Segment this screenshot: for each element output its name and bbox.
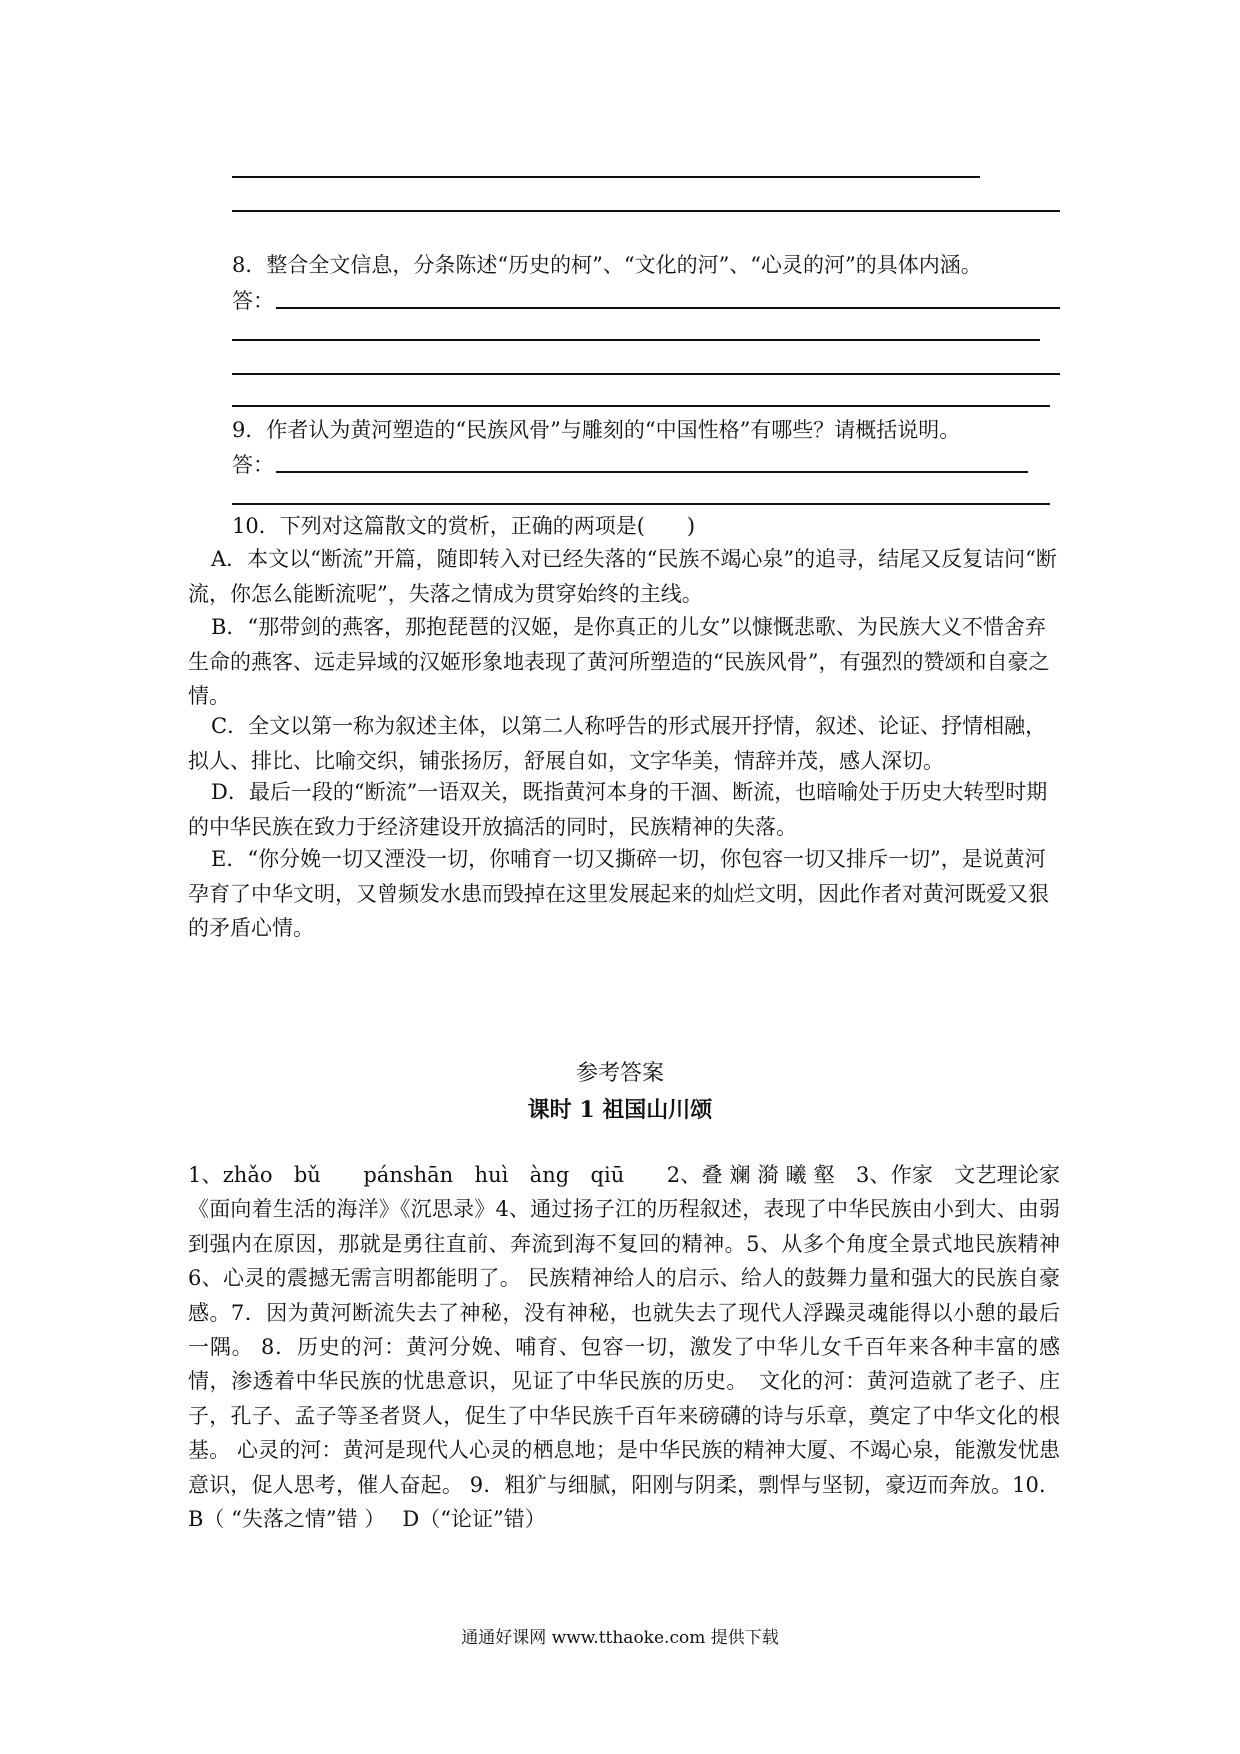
option-e-text: E．“你分娩一切又湮没一切，你哺育一切又撕碎一切，你包容一切又排斥一切”，是说黄河孕育了中华文明，又曾频发水患而毁掉在这里发展起来的灿烂文明，因此作者对黄河既爱又狠的矛盾心情。	[188, 847, 1049, 940]
answers-heading: 参考答案	[575, 1061, 664, 1086]
option-b-text: B．“那带剑的燕客，那抱琵琶的汉姬，是你真正的儿女”以慷慨悲歌、为民族大义不惜舍弃生命的燕客、远走异域的汉姬形象地表现了黄河所塑造的“民族风骨”，有强烈的赞颂和自豪之情。	[188, 615, 1050, 708]
question-8-text: 8．整合全文信息，分条陈述“历史的柯”、“文化的河”、“心灵的河”的具体内涵。	[232, 253, 982, 277]
answer-line[interactable]	[276, 471, 1028, 473]
answer-line	[232, 176, 980, 178]
question-8-answer-label: 答：	[232, 289, 274, 313]
answer-line[interactable]	[232, 503, 1050, 505]
page-footer: 通通好课网 www.tthaoke.com 提供下载	[461, 1628, 779, 1648]
option-e	[188, 842, 1060, 946]
option-d-text: D．最后一段的“断流”一语双关，既指黄河本身的干涸、断流，也暗喻处于历史大转型时期的中华民族在致力于经济建设开放搞活的同时，民族精神的失落。	[188, 780, 1048, 839]
option-a-text: A．本文以“断流”开篇，随即转入对已经失落的“民族不竭心泉”的追寻，结尾又反复诘问“断流，你怎么能断流呢”，失落之情成为贯穿始终的主线。	[188, 547, 1057, 606]
answer-line[interactable]	[232, 405, 1050, 407]
answers-body: 1、zhǎo bǔ pánshān huì àng qiū 2、叠 斓 漪 曦 壑 3、作家 文艺理论家 《面向着生活的海洋》《沉思录》4、通过扬子江的历程叙述，表现了中华民族由小到大、由弱到强内在原因，那就是勇往直前、奔流到海不复回的精神。5、从多个角度全景式地民族精神 6、心灵的震撼无需言明都能明了。 民族精神给人的启示、给人的鼓舞力量和强大的民族自豪感。7．因为黄河断流失去了神秘，没有神秘，也就失去了现代人浮躁灵魂能得以小憩的最后一隅。 8．历史的河：黄河分娩、哺育、包容一切，激发了中华儿女千百年来各种丰富的感情，渗透着中华民族的忧患意识，见证了中华民族的历史。 文化的河：黄河造就了老子、庄子，孔子、孟子等圣者贤人，促生了中华民族千百年来磅礴的诗与乐章，奠定了中华文化的根基。 心灵的河：黄河是现代人心灵的栖息地；是中华民族的精神大厦、不竭心泉，能激发忧患意识，促人思考，催人奋起。 9．粗犷与细腻，阳刚与阴柔，剽悍与坚韧，豪迈而奔放。10．B（ “失落之情”错 ） D（“论证”错）	[188, 1163, 1081, 1532]
option-c	[188, 709, 1060, 778]
question-10-stem: 10．下列对这篇散文的赏析，正确的两项是( )	[232, 514, 696, 538]
answer-line[interactable]	[232, 373, 1060, 375]
answer-line[interactable]	[276, 307, 1060, 309]
answer-line[interactable]	[232, 339, 1040, 341]
question-9-answer-label: 答：	[232, 453, 274, 477]
answers-subheading: 课时 1 祖国山川颂	[527, 1097, 713, 1123]
option-c-text: C．全文以第一称为叙述主体，以第二人称呼告的形式展开抒情，叙述、论证、抒情相融，拟人、排比、比喻交织，铺张扬厉，舒展自如，文字华美，情辞并茂，感人深切。	[188, 714, 1047, 773]
option-d	[188, 775, 1060, 844]
answer-line	[232, 210, 1060, 212]
option-b	[188, 610, 1060, 714]
option-a	[188, 542, 1060, 611]
question-9-text: 9．作者认为黄河塑造的“民族风骨”与雕刻的“中国性格”有哪些？请概括说明。	[232, 418, 961, 442]
